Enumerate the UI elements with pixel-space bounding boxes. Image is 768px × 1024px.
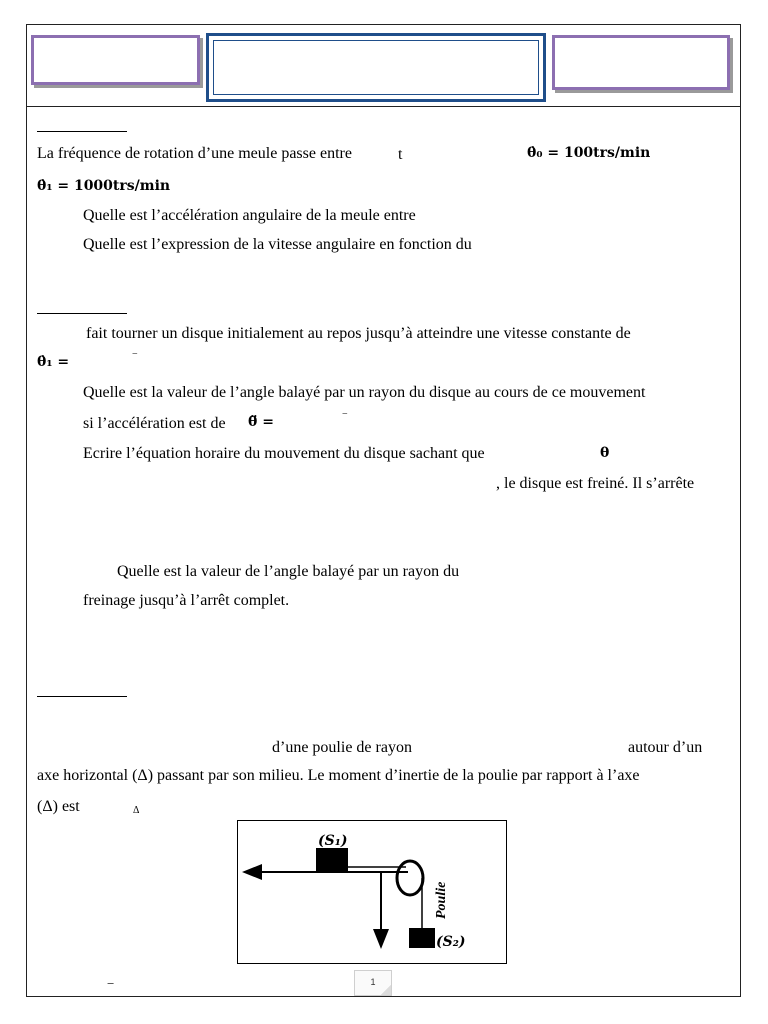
label-poulie: Poulie — [434, 881, 449, 919]
section1-question1: Quelle est l’accélération angulaire de la meule entre — [83, 207, 416, 224]
section2-question3-tail: , le disque est freiné. Il s’arrête — [496, 475, 695, 492]
section2-question1-line2: si l’accélération est de — [83, 415, 226, 432]
section1-question2: Quelle est l’expression de la vitesse angulaire en fonction du — [83, 236, 472, 253]
section1-heading-rule — [37, 131, 127, 132]
page-number: 1 — [370, 977, 376, 987]
section2-dash1: − — [132, 349, 138, 360]
section2-dash2: − — [342, 409, 348, 420]
section2-heading-rule — [37, 313, 127, 314]
section2-theta-ddot: θ̈ = — [248, 414, 274, 430]
section2-question2: Ecrire l’équation horaire du mouvement du disque sachant que — [83, 445, 485, 462]
pulley-figure — [237, 820, 507, 964]
page-curl-decoration — [381, 985, 391, 995]
section2-theta-symbol: θ — [600, 445, 610, 461]
section1-theta0: θ̇₀ = 100trs/min — [527, 145, 651, 161]
section3-delta-subscript: Δ — [133, 805, 140, 816]
header-divider — [26, 106, 741, 107]
section2-theta1: θ̇₁ = — [37, 354, 70, 370]
page-number-box — [354, 970, 392, 996]
section3-heading-rule — [37, 696, 127, 697]
pulley-wheel — [397, 861, 423, 895]
block-s1 — [316, 848, 348, 872]
section3-bottom-dash: − — [107, 976, 115, 991]
header-box-left — [31, 35, 200, 85]
section3-line2: axe horizontal (Δ) passant par son milieu. Le moment d’inertie de la poulie par rapport à l’axe — [37, 767, 640, 784]
label-s1: (S₁) — [318, 833, 348, 849]
section1-line1: La fréquence de rotation d’une meule passe entre — [37, 145, 352, 162]
header-box-right — [552, 35, 730, 90]
section1-theta1: θ̇₁ = 1000trs/min — [37, 178, 171, 194]
pulley-diagram — [238, 821, 508, 965]
section3-line3: (Δ) est — [37, 798, 80, 815]
header-box-center-inner — [213, 40, 539, 95]
block-s2 — [409, 928, 435, 948]
section2-question4-line1: Quelle est la valeur de l’angle balayé par un rayon du — [117, 563, 460, 580]
section2-question4-line2: freinage jusqu’à l’arrêt complet. — [83, 592, 290, 609]
section1-t-symbol: t — [398, 146, 403, 163]
label-s2: (S₂) — [436, 934, 466, 950]
section3-line1-b: autour d’un — [628, 739, 703, 756]
section3-line1-a: d’une poulie de rayon — [272, 739, 412, 756]
section2-intro: fait tourner un disque initialement au repos jusqu’à atteindre une vitesse constante de — [86, 325, 631, 342]
section2-question1-line1: Quelle est la valeur de l’angle balayé par un rayon du disque au cours de ce mouvement — [83, 384, 646, 401]
header-box-center — [206, 33, 546, 102]
